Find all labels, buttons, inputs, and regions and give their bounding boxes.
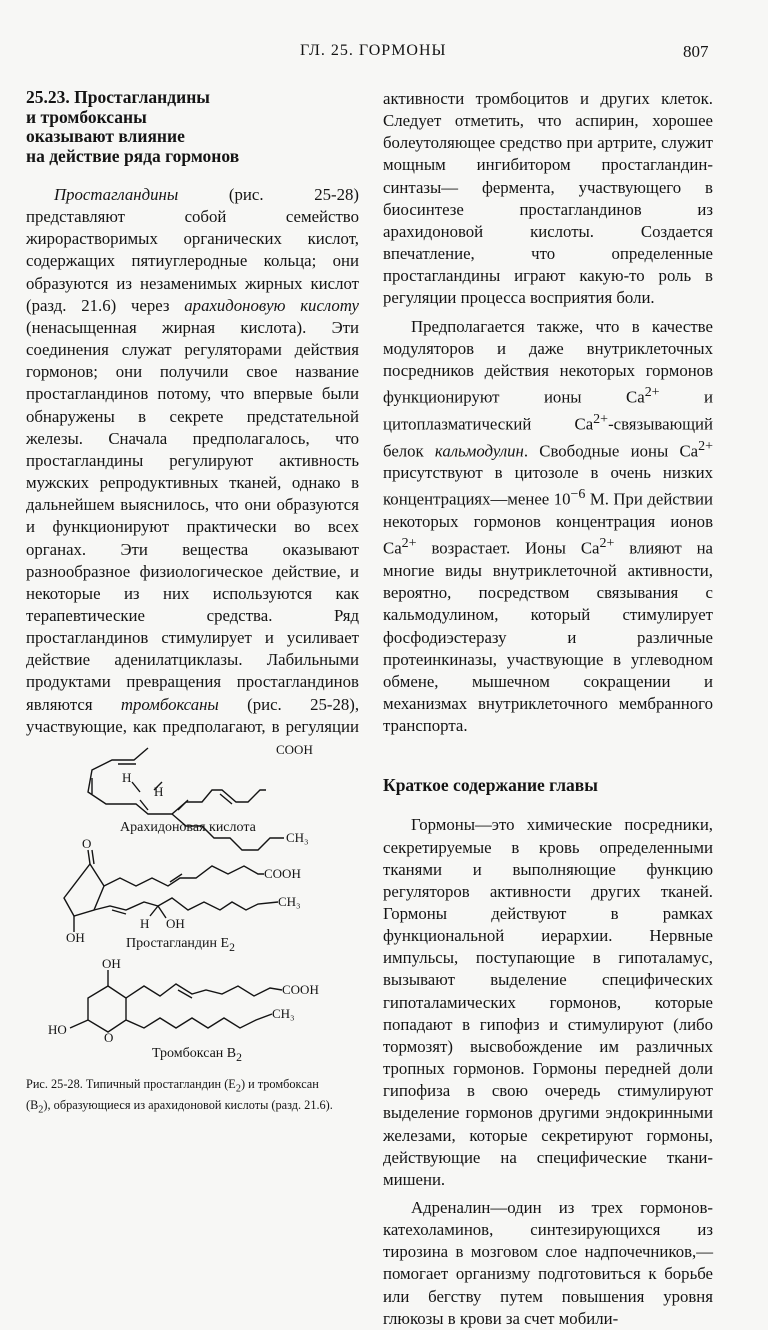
- pge2-name: Простагландин $E_2$: [126, 936, 235, 954]
- txb2-name: Тромбоксан $B_2$: [152, 1046, 242, 1064]
- pge2-c15-oh: [150, 906, 166, 918]
- txb2-double: [178, 990, 192, 998]
- pge2-ring: [64, 864, 104, 916]
- summary-paragraph: Адреналин—один из трех гормонов-катехоламинов, синтезирующихся из тирозина в мозговом слое надпочечников,—помогает организму подготовиться к борьбе или бегству путем повышения уровня глюкозы в крови за счет мобили-: [383, 1198, 713, 1328]
- section-paragraph: Предполагается также, что в качестве модуляторов и даже внутриклеточных посредников действия некоторых гормонов функционируют ионы $Ca^{2+}$ и цитоплазматический $Ca^{2+}$-связывающий белок кальмодулин. Свободные ионы $Ca^{2+}$ присутствуют в цитозоле в очень низких концентрациях—менее $10^{-6}$ М. При действии некоторых гормонов концентрация ионов $Ca^{2+}$ возрастает. Ионы $Ca^{2+}$ влияют на многие виды внутриклеточной активности, вероятно, посредством связывания с кальмодулином, который стимулирует фосфодиэстеразу и различные протеинкиназы, участвующие в углеводном обмене, мышечном сокращении и механизмах внутриклеточного мембранного транспорта.: [383, 316, 714, 736]
- left-column: [26, 88, 359, 738]
- pge2-oh-ring: OH: [66, 930, 85, 945]
- summary-body: [383, 814, 713, 1330]
- pge2-upper-chain: [104, 866, 264, 886]
- page-number: 807: [683, 42, 709, 61]
- arachidonic-h2: H: [154, 784, 164, 799]
- pge2-o: O: [82, 836, 92, 851]
- section-title-line: оказывают влияние: [26, 126, 185, 146]
- pge2-carbonyl: [88, 850, 94, 864]
- txb2-ring-o: O: [104, 1030, 114, 1045]
- pge2-lower-chain: [94, 898, 278, 910]
- txb2-oh: OH: [102, 956, 121, 971]
- section-title-line: и тромбоксаны: [26, 106, 147, 127]
- right-column: [383, 88, 713, 1330]
- structures-drawing: [26, 738, 359, 1068]
- arachidonic-name: Арахидоновая кислота: [120, 820, 256, 835]
- arachidonic-structure: [88, 748, 266, 814]
- section-body-flow-continued: [383, 88, 713, 737]
- arachidonic-ch3: CH₃: [286, 830, 309, 845]
- txb2-ho: HO: [48, 1022, 67, 1037]
- figure-25-28: [26, 738, 359, 1158]
- section-title: [26, 88, 359, 166]
- pge2-h: H: [140, 916, 150, 931]
- page-header: [0, 42, 768, 66]
- running-title: ГЛ. 25. ГОРМОНЫ: [300, 42, 447, 59]
- section-title-line: 25.23. Простагландины: [26, 87, 210, 107]
- txb2-cooh: COOH: [282, 982, 319, 997]
- summary-paragraph: Гормоны—это химические посредники, секретируемые в кровь определенными тканями и выполняющие функцию регуляторов активности других тканей. Гормоны действуют в рамках функциональной иерархии. Нервные импульсы, поступающие в гипоталамус, вызывают выделение специфических гипоталамических гормонов, которые попадают в гипофиз и стимулируют (либо тормозят) высвобождение им различных тропных гормонов. Гормоны передней доли гипофиза в свою очередь стимулируют выделение гормонов другими эндокринными железами, которые секретируют гормоны, действующие на специфические ткани-мишени.: [383, 815, 713, 1189]
- section-title-line: на действие ряда гормонов: [26, 145, 240, 166]
- pge2-oh-chain: OH: [166, 916, 185, 931]
- txb2-lower-chain: [126, 1014, 272, 1028]
- section-paragraph: Простагландины (рис. 25-28) представляют собой семейство жирорастворимых органических кислот, содержащих пятиуглеродные кольца; они образуются из незаменимых жирных кислот (разд. 21.6) через арахидоновую кислоту (ненасыщенная жирная кислота). Эти соединения служат регуляторами действия гормонов; они получили свое название простагландинов потому, что впервые были обнаружены в секрете предстательной железы. Сначала предполагалось, что простагландины регулируют активность мужских репродуктивных тканей, однако в дальнейшем выяснилось, что они образуются и функционируют практически во всех органах. Эти вещества оказывают разнообразное физиологическое действие, и некоторые из них используются как терапевтические средства. Ряд простагландинов стимулирует и усиливает действие аденилатциклазы. Лабильными продуктами превращения простагландинов являются тромбоксаны (рис. 25-28), участвующие, как предполагают, в регуляции: [26, 185, 360, 736]
- arachidonic-cooh: COOH: [276, 742, 313, 757]
- txb2-ring: [88, 986, 126, 1032]
- arachidonic-h1: H: [122, 770, 132, 785]
- section-body-flow: [26, 184, 359, 738]
- pge2-lower-double: [112, 910, 126, 914]
- txb2-ch3: CH₃: [272, 1006, 295, 1021]
- pge2-cooh: COOH: [264, 866, 301, 881]
- summary-title: Краткое содержание главы: [383, 775, 598, 796]
- txb2-upper-chain: [126, 984, 282, 998]
- txb2-ho-bond: [70, 1020, 88, 1028]
- section-paragraph-continued: активности тромбоцитов и других клеток. Следует отметить, что аспирин, хорошее болеутоляющее средство при артрите, служит мощным ингибитором простагландин-синтазы— фермента, участвующего в биосинтезе простагландинов из арахидоновой кислоты. Создается впечатление, что определенные простагландины играют какую-то роль в регуляции процесса восприятия боли.: [383, 89, 713, 308]
- figure-caption: Рис. 25-28. Типичный простагландин $(E_2)$ и тромбоксан $(B_2)$, образующиеся из арахидоновой кислоты (разд. 21.6).: [26, 1077, 333, 1116]
- pge2-ch3: CH₃: [278, 894, 301, 909]
